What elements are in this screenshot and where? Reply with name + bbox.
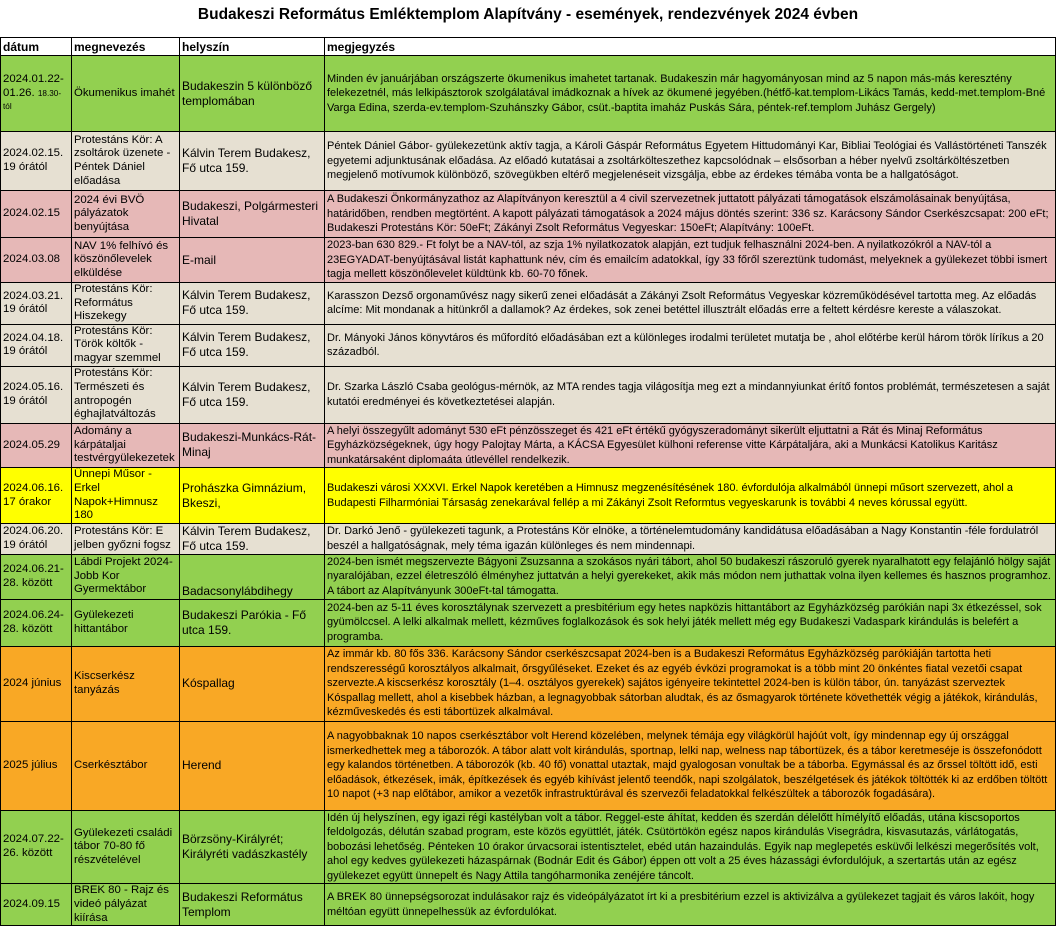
- cell-note: Dr. Mányoki János könyvtáros és műfordító előadásában ezt a különleges irodalmi területet mutatja be , ahol előtérbe kerül három török líríkus a 20 századból.: [325, 324, 1056, 366]
- table-row: [1, 523, 1056, 554]
- cell-date: 2024 június: [1, 646, 72, 721]
- cell-name: Protestáns Kör: Református Hiszekegy: [72, 283, 180, 325]
- cell-place: Kálvin Terem Budakesz, Fő utca 159.: [180, 366, 325, 423]
- table-row: [1, 884, 1056, 926]
- table-row: [1, 423, 1056, 468]
- cell-place: Kálvin Terem Budakesz, Fő utca 159.: [180, 523, 325, 554]
- cell-name: BREK 80 - Rajz és videó pályázat kiírása: [72, 884, 180, 926]
- table-row: [1, 132, 1056, 191]
- cell-date: 2024.05.29: [1, 423, 72, 468]
- cell-place: Kálvin Terem Budakesz, Fő utca 159.: [180, 283, 325, 325]
- cell-note: Karasszon Dezső orgonaművész nagy sikerű zenei előadását a Zákányi Zsolt Református Vegyeskar közreműködésével tartotta meg. Az előadás alcíme: Mit mondanak a hitünkről a dallamok? Az érdekes, sok zenei betéttel illusztrált előadás erre a feltett kérdésre kereste a válaszokat.: [325, 283, 1056, 325]
- cell-name: Protestáns Kör: A zsoltárok üzenete - Péntek Dániel előadása: [72, 132, 180, 191]
- cell-place: Börzsöny-Királyrét; Királyréti vadászkastély: [180, 810, 325, 884]
- date-extra: 18.30-tól: [3, 88, 62, 112]
- cell-note: 2023-ban 630 829.- Ft folyt be a NAV-tól, az szja 1% nyilatkozatok alapján, ezt tudjuk felhasználni 2024-ben. A nyilatkozókról a NAV-tól a 23EGYADAT-benyújtásával listát kaphattunk név, cím és emailcím adatokkal, így 33 főről szereztünk tudomást, melyeknek a gyülekezet többi ismert tagja mellett köszönőlevelet küldtünk kb. 60-70 főnek.: [325, 238, 1056, 283]
- cell-date: 2024.04.18. 19 órától: [1, 324, 72, 366]
- cell-date: [1, 56, 72, 132]
- cell-note: A Budakeszi Önkormányzathoz az Alapítványon keresztül a 4 civil szervezetnek juttatott pályázati támogatások elszámolásainak benyújtása, határidőben, rendben megtörtént. A kapott pályázati támogatások a 2024 május döntés szerint: 336 sz. Karácsony Sándor Cserkészcsapat: 200 eFt; Budakeszi Protestáns Kör: 50eFt; Zákányi Zsolt Református Vegyeskar: 150eFt; Alapítvány: 100eFt.: [325, 191, 1056, 238]
- cell-note: A helyi összegyűlt adományt 530 eFt pénzösszeget és 421 eFt értékű gyógyszeradományt sikerült eljuttatni a Rát és Minaj Református Egyházközségeknek, úgy hogy Palojtay Márta, a KÁCSA Egyesület külhoni referense vitte Kárpátaljára, aki a Munkácsi Katolikus Karitász munkatársaként diplomaáta útlevéllel rendelkezik.: [325, 423, 1056, 468]
- cell-place: Budakeszi Parókia - Fő utca 159.: [180, 599, 325, 646]
- table-row: [1, 721, 1056, 810]
- cell-date: 2024.03.21. 19 órától: [1, 283, 72, 325]
- cell-place: Kálvin Terem Budakesz, Fő utca 159.: [180, 324, 325, 366]
- cell-name: Gyülekezeti családi tábor 70-80 fő részvételével: [72, 810, 180, 884]
- cell-note: A BREK 80 ünnepségsorozat indulásakor rajz és videópályázatot írt ki a presbitérium ezzel is aktivizálva a gyülekezet tagjait és város lakóit, hogy méltóan együtt ünnepelhessük az évfordulókat.: [325, 884, 1056, 926]
- cell-date: 2024.02.15: [1, 191, 72, 238]
- page-title: Budakeszi Református Emléktemplom Alapítvány - események, rendezvények 2024 évben: [197, 6, 859, 23]
- table-row: [1, 468, 1056, 523]
- cell-name: Gyülekezeti hittantábor: [72, 599, 180, 646]
- cell-name: NAV 1% felhívó és köszönőlevelek elküldése: [72, 238, 180, 283]
- cell-place: Badacsonylábdihegy: [180, 554, 325, 599]
- cell-note: Minden év januárjában országszerte ökumenikus imahetet tartanak. Budakeszin már hagyományosan mind az 5 napon más-más keresztény felekezetnél, más lelkipásztorok szolgálatával imádkoznak a hívek az ökumené jegyében.(hétfő-kat.templom-Likács Tamás, kedd-met.templom-Bné Varga Edina, szerda-ev.templom-Szuhánszky Gábor, csüt.-baptita imaház Puskás Sára, péntek-ref.templom Juhász Gergely): [325, 56, 1056, 132]
- cell-date: 2025 július: [1, 721, 72, 810]
- cell-place: Budakeszi Református Templom: [180, 884, 325, 926]
- cell-note: Dr. Szarka László Csaba geológus-mérnök, az MTA rendes tagja világosítja meg ezt a mindannyiunkat érítő fontos problémát, természetesen a saját kutatói eredményei és következtetései alapján.: [325, 366, 1056, 423]
- cell-name: Ökumenikus imahét: [72, 56, 180, 132]
- cell-name: Protestáns Kör: Török költők -magyar szemmel: [72, 324, 180, 366]
- date-text: 2024.01.22-01.26.: [3, 73, 64, 99]
- cell-place: Kóspallag: [180, 646, 325, 721]
- cell-note: A nagyobbaknak 10 napos cserkésztábor volt Herend közelében, melynek témája egy világkörül hajóút volt, így mindennap egy új országgal ismerkedhettek meg a táborozók. A tábor alatt volt kirándulás, sportnap, lelki nap, welness nap tábortüzek, és a tábor keretmeséje is összefonódott egy kalandos történetben. A táborozók (kb. 40 fő) vonattal utaztak, majd gyalogosan vonultak be a táborba. Egymással és az őrssel töltött idő, esti előadások, étkezések, imák, építkezések és egyéb kihívást jelentő teendők, napi szolgálatok, beszélgetések és játékok töltötték ki az erdőben töltött 10 napot (+3 nap előtábor, amikor a vezetők infrastruktúrával és szervezői feladatokkal felkészültek a táborozók fogadására).: [325, 721, 1056, 810]
- cell-note: Idén új helyszínen, egy igazi régi kastélyban volt a tábor. Reggel-este áhítat, kedden és szerdán délelőtt hímélyítő előadás, utána kiscsoportos feldolgozás, délután szabad program, este közös együttlét, játék. Csütörtökön egész napos kirándulás Visegrádra, kisvasutazás, várlátogatás, bobozási lehetőség. Pénteken 10 órakor úrvacsorai istentisztelet, ebéd után hazaindulás. Egyik nap meglepetés esküvői lelkészi megerősítés volt, ahol egy kedves gyülekezeti házaspárnak (Bodnár Edit és Gábor) éppen ott volt a 25 éves házassági évfordulójuk, a szertartás után az egész gyülekezet együtt ünnepelt és Nagy Attila tangóharmonika zenéjére táncolt.: [325, 810, 1056, 884]
- cell-note: Dr. Darkó Jenő - gyülekezeti tagunk, a Protestáns Kör elnöke, a történelemtudomány kandidátusa előadásában a Nagy Konstantin -féle fordulatról beszél a hallgatóságnak, mely téma igazán különleges és nem mindennapi.: [325, 523, 1056, 554]
- table-row: [1, 191, 1056, 238]
- cell-note: 2024-ben ismét megszervezte Bágyoni Zsuzsanna a szokásos nyári tábort, ahol 50 budakeszi rászoruló gyerek nyaralhatott egy felajánló hölgy saját nyaralójában, ezzel életreszóló élményhez juttatván a helyi gyerekeket, akik más módon nem juthattak volna ilyen kellemes és hasznos programhoz. A tábort az Alapítványunk 300eFt-tal támogatta.: [325, 554, 1056, 599]
- cell-date: 2024.06.24-28. között: [1, 599, 72, 646]
- table-row: [1, 554, 1056, 599]
- cell-place: E-mail: [180, 238, 325, 283]
- header-name: megnevezés: [72, 38, 180, 56]
- cell-place: Budakeszi-Munkács-Rát-Minaj: [180, 423, 325, 468]
- cell-date: 2024.06.16. 17 órakor: [1, 468, 72, 523]
- cell-place: Prohászka Gimnázium, Bkeszi,: [180, 468, 325, 523]
- cell-name: Kiscserkész tanyázás: [72, 646, 180, 721]
- table-row: [1, 810, 1056, 884]
- table-row: [1, 56, 1056, 132]
- cell-note: Péntek Dániel Gábor- gyülekezetünk aktív tagja, a Károli Gáspár Református Egyetem Hittudományi Kar, Bibliai Teológiai és Vallástörténeti Tanszék egyetemi adjunktusának előadása. Az előadó kutatásai a zsoltárkölteszethez kapcsolódnak – elsősorban a héber nyelvű zsoltárköltészetben megjelenő motívumok különböző, szövegükben eltérő megjelenéseit vizsgálja, ebbe az érdekes témába vonta be a hallgatóságot.: [325, 132, 1056, 191]
- cell-name: Cserkésztábor: [72, 721, 180, 810]
- cell-name: Protestáns Kör: Természeti és antropogén éghajlatváltozás: [72, 366, 180, 423]
- cell-name: Lábdi Projekt 2024-Jobb Kor Gyermektábor: [72, 554, 180, 599]
- cell-note: Az immár kb. 80 fős 336. Karácsony Sándor cserkészcsapat 2024-ben is a Budakeszi Református Egyházközség parókiáján tartotta heti rendszerességű korosztályos alkalmait, őrsgyűléseket. Ezeket és az egyéb évközi programokat is a több mint 20 önkéntes fiatal vezetői csapat szervezte.A kiscserkész korosztály (1–4. osztályos gyerekek) sajátos igényeire tekintettel 2024-ben is külön tábor, ún. tanyázást szerveztek Kóspallag mellett, ahol a kisebbek házban, a legnagyobbak sátorban aludtak, és az ősmagyarok története követhették végig a játékok, kirándulás, kézműveskedés és esti tábortüzek alkalmával.: [325, 646, 1056, 721]
- cell-date: 2024.02.15. 19 órától: [1, 132, 72, 191]
- cell-date: 2024.07.22-26. között: [1, 810, 72, 884]
- cell-date: 2024.05.16. 19 órától: [1, 366, 72, 423]
- header-place: helyszín: [180, 38, 325, 56]
- cell-name: Adomány a kárpátaljai testvérgyülekezetek: [72, 423, 180, 468]
- table-row: [1, 646, 1056, 721]
- cell-name: Ünnepi Műsor -Erkel Napok+Himnusz 180: [72, 468, 180, 523]
- header-note: megjegyzés: [325, 38, 1056, 56]
- cell-place: Budakeszin 5 különböző templomában: [180, 56, 325, 132]
- table-row: [1, 324, 1056, 366]
- cell-name: Protestáns Kör: E jelben győzni fogsz: [72, 523, 180, 554]
- cell-date: 2024.06.20. 19 órától: [1, 523, 72, 554]
- header-row: [1, 38, 1056, 56]
- header-date: dátum: [1, 38, 72, 56]
- cell-place: Budakeszi, Polgármesteri Hivatal: [180, 191, 325, 238]
- cell-note: Budakeszi városi XXXVI. Erkel Napok keretében a Himnusz megzenésítésének 180. évfordulója alkalmából ünnepi műsort szervezett, ahol a Budapesti Filharmóniai Társaság zenekarával fellép a mi Zákányi Zsolt Reformtus vegyeskarunk is további 4 neves kórussal együtt.: [325, 468, 1056, 523]
- table-row: [1, 238, 1056, 283]
- cell-note: 2024-ben az 5-11 éves korosztálynak szervezett a presbitérium egy hetes napközis hittantábort az Egyházközség parókián napi 3x étkezéssel, sok gyümölccsel. A lelki alkalmak mellett, kézműves foglalkozások és sok helyi játék mellett még egy Budakeszi Vadaspark kirándulás is belefért a programba.: [325, 599, 1056, 646]
- events-table: [0, 37, 1056, 926]
- table-row: [1, 366, 1056, 423]
- cell-date: 2024.06.21-28. között: [1, 554, 72, 599]
- table-row: [1, 283, 1056, 325]
- cell-date: 2024.09.15: [1, 884, 72, 926]
- cell-date: 2024.03.08: [1, 238, 72, 283]
- cell-place: Kálvin Terem Budakesz, Fő utca 159.: [180, 132, 325, 191]
- cell-place: Herend: [180, 721, 325, 810]
- cell-name: 2024 évi BVÖ pályázatok benyújtása: [72, 191, 180, 238]
- table-row: [1, 599, 1056, 646]
